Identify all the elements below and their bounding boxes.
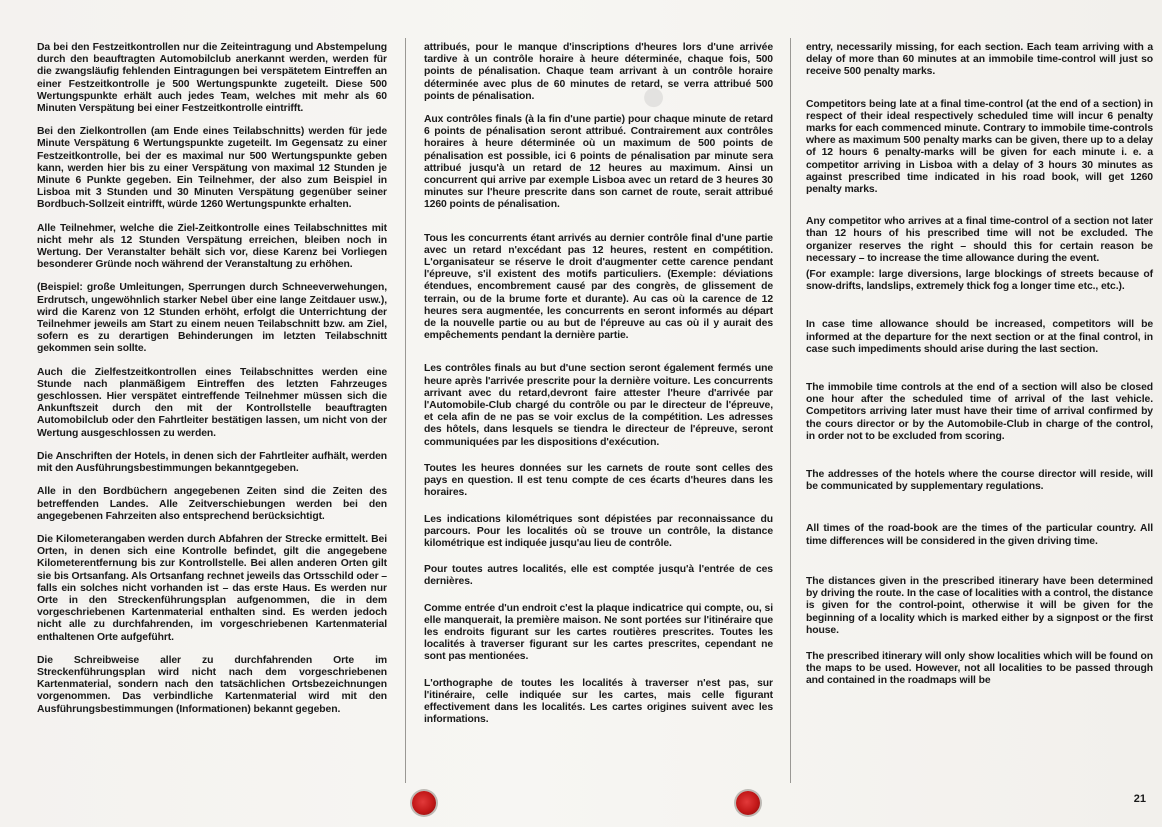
french-paragraph: Pour toutes autres localités, elle est comptée jusqu'à l'entrée de ces dernières. — [424, 564, 773, 588]
german-paragraph: Die Schreibweise aller zu durchfahrenden Orte im Streckenführungsplan wird nicht nach dem vorgeschriebenen Kartenmaterial, sondern nach den tatsächlichen Ortsbezeichnungen vorgenommen. Das verbindliche Kartenmaterial wird mit den Ausführungsbestimmungen (Informationen) bekannt gegeben. — [37, 654, 387, 715]
page-number: 21 — [1133, 793, 1146, 805]
german-paragraph: Auch die Zielfestzeitkontrollen eines Teilabschnittes werden eine Stunde nach planmäßigem Eintreffen des letzten Fahrzeuges geschlossen. Hier verspätet eintreffende Teilnehmer müssen sich die Ankunftszeit durch den mit der Kontrollstelle beauftragten Automobilclub oder den Fahrtleiter bestätigen lassen, um nicht von der Wertung ausgeschlossen zu werden. — [37, 366, 387, 439]
german-paragraph: Alle Teilnehmer, welche die Ziel-Zeitkontrolle eines Teilabschnittes mit nicht mehr als 12 Stunden Verspätung erreichen, bleiben noch in Wertung. Der Veranstalter behält sich vor, diese Karenz bei Vorliegen besonderer Gründe noch während der Veranstaltung zu erhöhen. — [37, 222, 387, 271]
french-paragraph: L'orthographe de toutes les localités à traverser n'est pas, sur l'itinéraire, celle indiquée sur les cartes, mais celle figurant effectivement dans les localités. Les cartes origines suivent avec les informations. — [424, 677, 773, 726]
bleed-through-graphic: ● — [636, 69, 670, 122]
french-paragraph: Les contrôles finals au but d'une section seront également fermés une heure après l'arrivée prescrite pour la dernière voiture. Les concurrents arrivant avec du retard,devront faire attester l'heure d'arrivée par l'Automobile-Club chargé du contrôle ou par le directeur de l'épreuve, et cela afin de ne pas se voir exclus de la compétition. Les adresses des hôtels, dans lesquels se tiendra le directeur de l'épreuve, seront communiquées par les dispositions d'exécution. — [424, 363, 773, 448]
german-paragraph: Alle in den Bordbüchern angegebenen Zeiten sind die Zeiten des betreffenden Landes. Alle Zeitverschiebungen werden bei den angegebenen Fahrzeiten also entsprechend berücksichtigt. — [37, 486, 387, 522]
english-paragraph: The prescribed itinerary will only show localities which will be found on the maps to be used. However, not all localities to be passed through and contained in the roadmaps will be — [806, 650, 1153, 687]
french-paragraph: attribués, pour le manque d'inscriptions d'heures lors d'une arrivée tardive à un contrôle horaire à heure déterminée, chaque fois, 500 points de pénalisation. Chaque team arrivant à un contrôle horaire déterminée avec plus de 60 minutes de retard, se verra attribué 500 points de pénalisation. — [424, 42, 773, 102]
english-paragraph: In case time allowance should be increased, competitors will be informed at the departure for the next section or at the final control, in case such impediments should arise during the last section. — [806, 319, 1153, 355]
binding-hole-left — [412, 791, 436, 815]
english-paragraph: (For example: large diversions, large blockings of streets because of snow-drifts, landslips, extremely thick fog a longer time etc., etc.). — [806, 269, 1153, 293]
column-divider-left — [405, 38, 406, 783]
english-paragraph: The addresses of the hotels where the course director will reside, will be communicated by supplementary regulations. — [806, 469, 1153, 493]
german-paragraph: (Beispiel: große Umleitungen, Sperrungen durch Schneeverwehungen, Erdrutsch, ungewöhnlich starker Nebel über eine lange Zeitdauer usw.), wird die Karenz von 12 Stunden erhöht, erfolgt die Unterrichtung der Teilnehmer jeweils am Start zu einem neuen Teilabschnitt bzw. am Ziel, sofern es zu derartigen Behinderungen im letzten Teilabschnitt gekommen sein sollte. — [37, 282, 387, 355]
french-paragraph: Toutes les heures données sur les carnets de route sont celles des pays en question. Il est tenu compte de ces écarts d'heures dans les horaires. — [424, 462, 773, 499]
french-paragraph: Les indications kilométriques sont dépistées par reconnaissance du parcours. Pour les localités où se trouve un contrôle, la distance kilométrique est indiquée jusqu'au lieu de contrôle. — [424, 513, 773, 549]
binding-hole-right — [736, 791, 760, 815]
french-column — [424, 42, 773, 737]
english-paragraph: All times of the road-book are the times of the particular country. All time differences will be considered in the given driving time. — [806, 523, 1153, 547]
german-paragraph: Da bei den Festzeitkontrollen nur die Zeiteintragung und Abstempelung durch den beauftragten Automobilclub anerkannt werden, werden für die zwangsläufig fehlenden Eintragungen bei verspätetem Eintreffen an einer Festzeitkontrolle je 500 Wertungspunkte zugeteilt. Diese 500 Wertungspunkte erhält auch jedes Team, welches mit mehr als 60 Minuten Verspätung bei einer Festzeitkontrolle eintrifft. — [37, 42, 387, 115]
english-paragraph: The distances given in the prescribed itinerary have been determined by driving the route. In the case of localities with a control, the distance is given for the control-point, otherwise it will be given for the beginning of a locality which is marked either by a signpost or the first house. — [806, 575, 1153, 636]
german-column — [37, 42, 387, 727]
german-paragraph: Die Anschriften der Hotels, in denen sich der Fahrtleiter aufhält, werden mit den Ausführungsbestimmungen bekanntgegeben. — [37, 450, 387, 475]
english-column — [806, 42, 1153, 699]
english-paragraph: entry, necessarily missing, for each section. Each team arriving with a delay of more than 60 minutes at an immobile time-control will just so receive 500 penalty marks. — [806, 42, 1153, 78]
english-paragraph: Any competitor who arrives at a final time-control of a section not later than 12 hours of his prescribed time will not be excluded. The organizer reserves the right – should this for certain reason be necessary – to increase the time allowance during the event. — [806, 216, 1153, 264]
french-paragraph: Aux contrôles finals (à la fin d'une partie) pour chaque minute de retard 6 points de pénalisation seront attribué. Contrairement aux contrôles horaires à heure déterminée où un maximum de 500 points de pénalisation est possible, ici 6 points de pénalisation par minute sera attribué jusqu'à un retard de 12 heures au maximum. Ainsi un concurrent qui arrive par exemple Lisboa avec un retard de 3 heures 30 minutes sur l'heure prescrite dans son carnet de route, serait attribué 1260 points de pénalisation. — [424, 114, 773, 211]
english-paragraph: Competitors being late at a final time-control (at the end of a section) in respect of their ideal respectively scheduled time will incur 6 penalty marks for each commenced minute. Contrary to immobile time-controls where as maximum 500 penalty marks can be given, there up to a delay of 12 hours 6 penalty-marks will be given for each minute i. e. a competitor arriving in Lisboa with a delay of 3 hours 30 minutes as against prescribed time indicated in his road book, will get 1260 penalty marks. — [806, 98, 1153, 196]
french-paragraph: Tous les concurrents étant arrivés au dernier contrôle final d'une partie avec un retard n'excédant pas 12 heures, restent en compétition. L'organisateur se réserve le droit d'augmenter cette carence pendant l'épreuve, s'il existent des motifs particuliers. (Exemple: déviations étendues, encombrement causé par des congrès, de glissement de terrain, ou de la brume forte et durante). Au cas où la carence de 12 heures sera augmentée, les concurrents en seront informés au départ de la nouvelle partie ou au but de l'épreuve au cas où il y aurait des empêchements pendant la dernière partie. — [424, 232, 773, 342]
french-paragraph: Comme entrée d'un endroit c'est la plaque indicatrice qui compte, ou, si elle manquerait, la première maison. Ne sont portées sur l'itinéraire que les endroits figurant sur les cartes routières prescrites. Toutes les localités à traverser figurant sur les cartes prescrites, cependant ne sont pas mentionées. — [424, 602, 773, 663]
column-divider-right — [790, 38, 791, 783]
english-paragraph: The immobile time controls at the end of a section will also be closed one hour after the scheduled time of arrival of the last vehicle. Competitors arriving later must have their time of arrival confirmed by the cours director or by the Automobile-Club in charge of the control, in order not to be excluded from scoring. — [806, 382, 1153, 442]
german-paragraph: Bei den Zielkontrollen (am Ende eines Teilabschnitts) werden für jede Minute Verspätung 6 Wertungspunkte zugeteilt. Im Gegensatz zu einer Festzeitkontrolle, bei der es maximal nur 500 Wertungspunkte geben kann, werden hier bis zu einer Verspätung von maximal 12 Stunden je Minute 6 Punkte gegeben. Ein Teilnehmer, der also zum Beispiel in Lisboa mit 3 Stunden und 30 Minuten Verspätung gegenüber seiner Bordbuch-Sollzeit eintrifft, würde 1260 Wertungspunkte erhalten. — [37, 126, 387, 211]
german-paragraph: Die Kilometerangaben werden durch Abfahren der Strecke ermittelt. Bei Orten, in denen sich eine Kontrolle befindet, gilt die angegebene Kilometerentfernung bis zur Kontrollstelle. Bei allen anderen Orten gilt sie bis Ortsanfang. Als Ortsanfang rechnet jeweils das Ortsschild oder – falls ein solches nicht vorhanden ist – das erste Haus. Es werden nur Orte in den Streckenführungsplan aufgenommen, die in dem vorgeschriebenen Kartenmaterial enthalten sind. Es werden jedoch nicht alle zu durchfahrenden, im vorgeschriebenen Kartenmaterial enthaltenen Orte aufgeführt. — [37, 533, 387, 643]
